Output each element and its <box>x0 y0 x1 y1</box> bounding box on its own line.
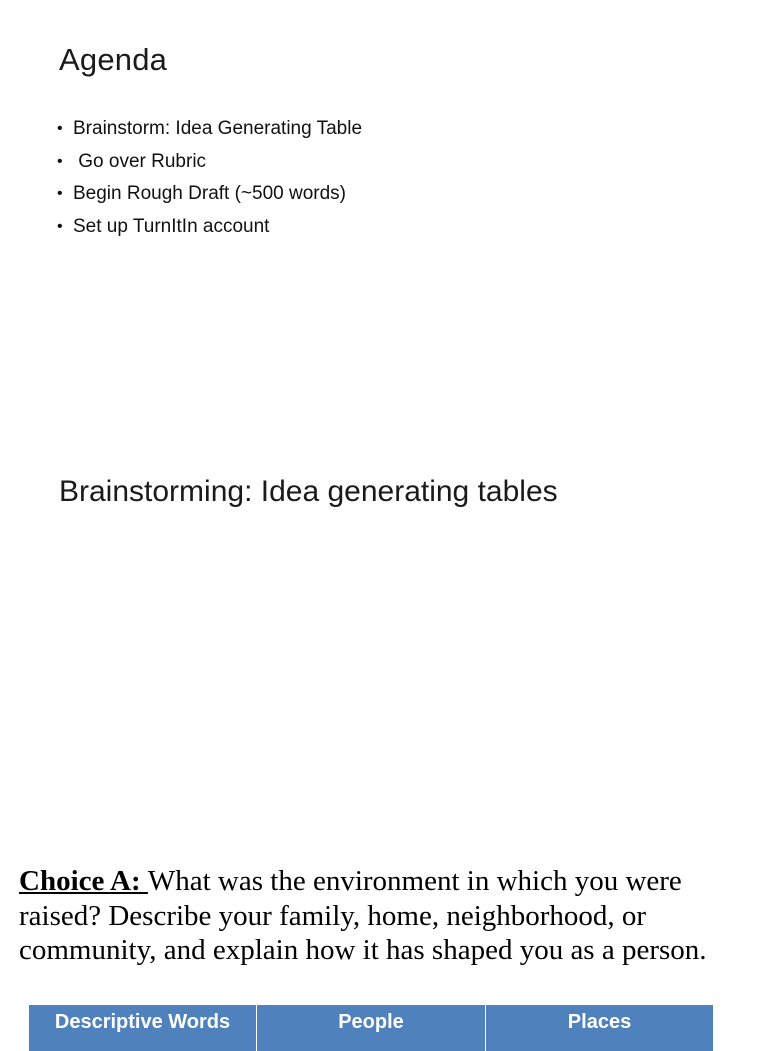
header-places: Places <box>486 1005 714 1051</box>
bullet-icon: • <box>57 152 63 170</box>
agenda-item-brainstorm: Brainstorm: Idea Generating Table <box>73 118 363 139</box>
bullet-icon: • <box>57 185 63 202</box>
choice-a-text: What was the environment in which you were raised? Describe your family, home, neighborhood, or community, and explain how it has shaped you as a person. <box>19 865 707 966</box>
choice-a-label: Choice A: <box>19 865 148 897</box>
header-descriptive-words: Descriptive Words <box>29 1005 257 1051</box>
agenda-item-rough-draft: Begin Rough Draft (~500 words) <box>73 183 347 204</box>
table-header-row <box>29 1005 713 1051</box>
list-item <box>57 116 362 149</box>
idea-generating-table <box>29 1005 713 1051</box>
header-people: People <box>257 1005 486 1051</box>
list-item <box>57 181 362 214</box>
bullet-icon: • <box>57 120 63 137</box>
choice-a-prompt <box>19 864 759 968</box>
list-item <box>57 149 362 182</box>
agenda-list <box>57 116 362 246</box>
brainstorm-title: Brainstorming: Idea generating tables <box>59 475 558 508</box>
list-item <box>57 214 362 247</box>
agenda-title: Agenda <box>59 42 168 77</box>
agenda-item-rubric: Go over Rubric <box>73 150 207 172</box>
agenda-item-turnitin: Set up TurnItIn account <box>73 215 270 237</box>
bullet-icon: • <box>57 217 63 235</box>
